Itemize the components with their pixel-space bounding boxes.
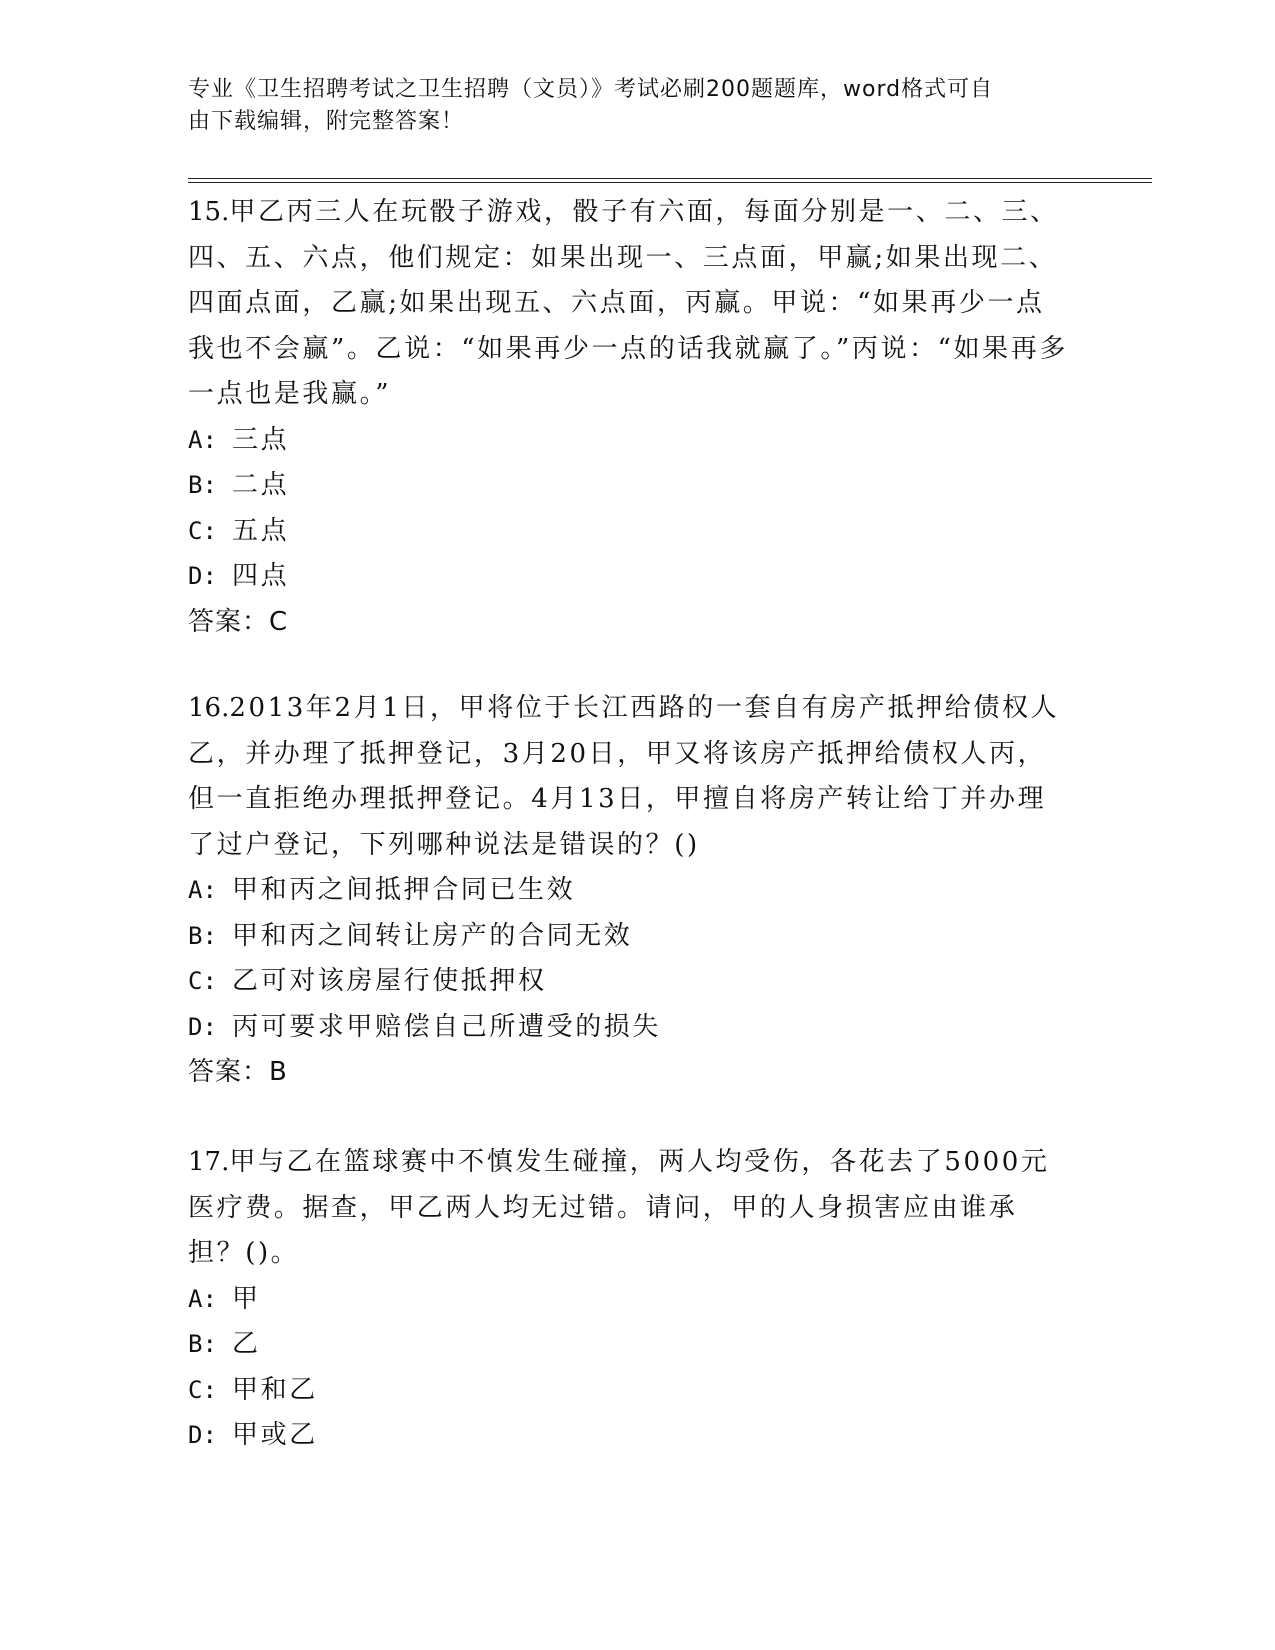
header-divider-bottom <box>188 182 1152 183</box>
option-a <box>188 1277 1068 1323</box>
option-letter: C: <box>188 1375 217 1404</box>
option-letter: A: <box>188 876 217 904</box>
option-letter: B: <box>188 1330 217 1358</box>
option-text: 甲和乙 <box>232 1374 318 1405</box>
document-header <box>188 74 1068 138</box>
answer-line: 答案：B <box>188 1057 288 1087</box>
option-c <box>188 959 1068 1005</box>
option-d <box>188 1413 1068 1459</box>
question-stem <box>188 190 1068 418</box>
option-text: 乙 <box>232 1329 261 1359</box>
question-text: 甲与乙在篮球赛中不慎发生碰撞，两人均受伤，各花去了5000元医疗费。据查，甲乙两人均无过错。请问，甲的人身损害应由谁承担？()。 <box>188 1147 1050 1268</box>
option-c <box>188 509 1068 555</box>
option-d <box>188 554 1068 600</box>
question-16 <box>188 686 1068 1096</box>
question-number: 16. <box>188 693 230 723</box>
option-text: 三点 <box>232 424 290 455</box>
question-text: 甲乙丙三人在玩骰子游戏，骰子有六面，每面分别是一、二、三、四、五、六点，他们规定：如果出现一、三点面，甲赢;如果出现二、四面点面，乙赢;如果出现五、六点面，丙赢。甲说：“如果再少一点我也不会赢”。乙说：“如果再少一点的话我就赢了。”丙说：“如果再多一点也是我赢。” <box>188 197 1068 409</box>
header-line-2: 由下载编辑，附完整答案！ <box>188 109 465 134</box>
option-letter: B: <box>188 471 217 499</box>
option-a <box>188 418 1068 464</box>
option-text: 丙可要求甲赔偿自己所遭受的损失 <box>232 1011 662 1042</box>
header-line-1: 专业《卫生招聘考试之卫生招聘（文员）》考试必刷200题题库，word格式可自 <box>188 77 994 102</box>
question-number: 17. <box>188 1147 230 1177</box>
option-b <box>188 463 1068 509</box>
option-text: 四点 <box>232 561 290 591</box>
option-letter: D: <box>188 1012 217 1041</box>
option-text: 五点 <box>232 515 290 546</box>
option-text: 甲和丙之间抵押合同已生效 <box>232 875 576 905</box>
option-letter: D: <box>188 562 217 590</box>
option-a <box>188 868 1068 914</box>
question-number: 15. <box>188 197 230 227</box>
question-stem <box>188 1140 1068 1277</box>
question-text: 2013年2月1日，甲将位于长江西路的一套自有房产抵押给债权人乙，并办理了抵押登记，3月20日，甲又将该房产抵押给债权人丙，但一直拒绝办理抵押登记。4月13日，甲擅自将房产转让给丁并办理了过户登记，下列哪种说法是错误的？() <box>188 693 1060 860</box>
option-letter: D: <box>188 1421 217 1449</box>
option-b <box>188 914 1068 960</box>
question-17 <box>188 1140 1068 1459</box>
option-text: 甲 <box>232 1283 261 1314</box>
option-text: 甲和丙之间转让房产的合同无效 <box>232 920 633 951</box>
answer-line: 答案：C <box>188 606 289 637</box>
option-d <box>188 1005 1068 1051</box>
option-text: 甲或乙 <box>232 1420 318 1450</box>
option-letter: A: <box>188 1284 217 1313</box>
question-15 <box>188 190 1068 645</box>
option-b <box>188 1322 1068 1368</box>
option-letter: B: <box>188 921 217 950</box>
option-text: 乙可对该房屋行使抵押权 <box>232 966 547 996</box>
option-letter: A: <box>188 425 217 454</box>
header-divider-top <box>188 178 1152 179</box>
option-c <box>188 1368 1068 1414</box>
option-text: 二点 <box>232 470 290 500</box>
option-letter: C: <box>188 516 217 545</box>
option-letter: C: <box>188 967 217 995</box>
question-stem <box>188 686 1068 868</box>
